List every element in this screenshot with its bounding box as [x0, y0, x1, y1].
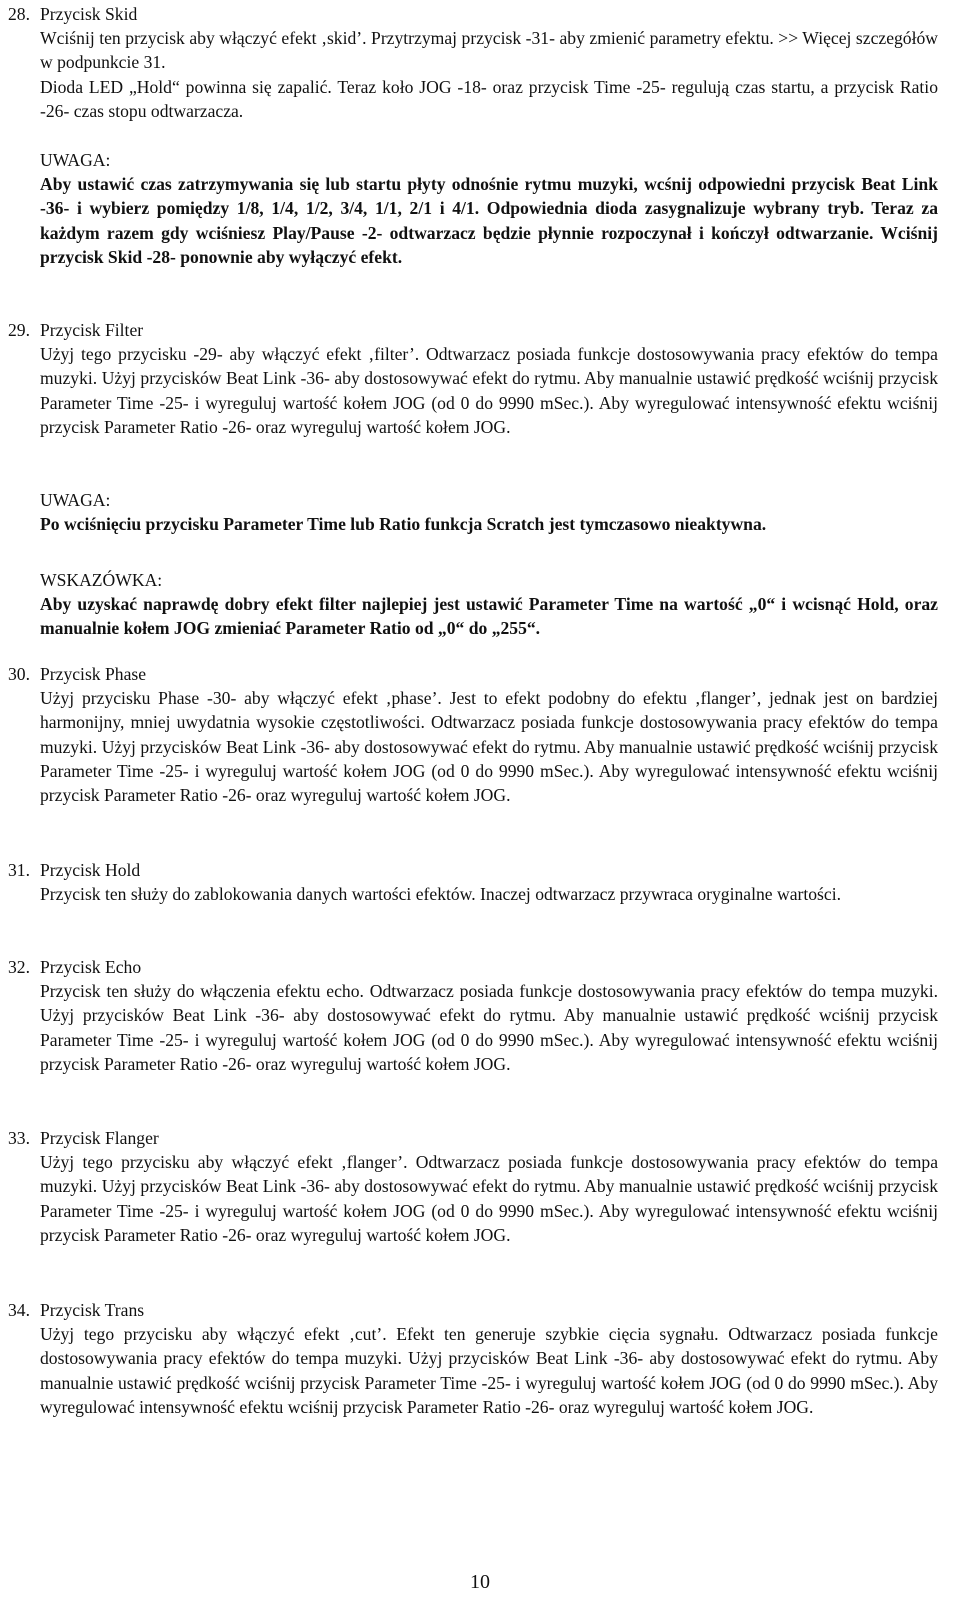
- section-paragraph: Przycisk ten służy do włączenia efektu echo. Odtwarzacz posiada funkcje dostosowywania pracy efektów do tempa muzyki. Użyj przycisków Beat Link -36- aby dostosowywać efekt do rytmu. Aby manualnie ustawić prędkość wciśnij przycisk Parameter Time -25- i wyreguluj wartość kołem JOG (od 0 do 9990 mSec.). Aby wyregulować intensywność efektu wciśnij przycisk Parameter Ratio -26- oraz wyreguluj wartość kołem JOG.: [40, 981, 938, 1074]
- section-number: 32.: [8, 957, 30, 977]
- section-34: [8, 1298, 938, 1419]
- section-number: 31.: [8, 860, 30, 880]
- section-title: Przycisk Filter: [40, 320, 144, 340]
- section-title: Przycisk Trans: [40, 1300, 145, 1320]
- section-number: 28.: [8, 4, 30, 24]
- note-uwaga-2: [40, 488, 938, 536]
- section-title: Przycisk Echo: [40, 957, 142, 977]
- note-label: UWAGA:: [40, 490, 111, 510]
- section-paragraph: Użyj przycisku Phase -30- aby włączyć efekt ‚phase’. Jest to efekt podobny do efektu ‚flanger’, jednak jest on bardziej harmonijny, mniej uwydatnia wysokie częstotliwości. Odtwarzacz posiada funkcje dostosowywania pracy efektów do tempa muzyki. Użyj przycisków Beat Link -36- aby dostosowywać efekt do rytmu. Aby manualnie ustawić prędkość wciśnij przycisk Parameter Time -25- i wyreguluj wartość kołem JOG (od 0 do 9990 mSec.). Aby wyregulować intensywność efektu wciśnij przycisk Parameter Ratio -26- oraz wyreguluj wartość kołem JOG.: [40, 688, 938, 806]
- section-title: Przycisk Skid: [40, 4, 138, 24]
- note-label: UWAGA:: [40, 150, 111, 170]
- section-title: Przycisk Hold: [40, 860, 141, 880]
- section-32: [8, 955, 938, 1076]
- section-28: [8, 2, 938, 123]
- note-text: Aby uzyskać naprawdę dobry efekt filter najlepiej jest ustawić Parameter Time na wartość „0“ i wcisnąć Hold, oraz manualnie kołem JOG zmieniać Parameter Ratio od „0“ do „255“.: [40, 594, 938, 639]
- section-number: 33.: [8, 1128, 30, 1148]
- section-paragraph: Wciśnij ten przycisk aby włączyć efekt ‚skid’. Przytrzymaj przycisk -31- aby zmienić parametry efektu. >> Więcej szczegółów w podpunkcie 31.: [40, 28, 938, 73]
- page-number: 10: [470, 1571, 490, 1593]
- note-text: Aby ustawić czas zatrzymywania się lub startu płyty odnośnie rytmu muzyki, wcśnij odpowiedni przycisk Beat Link -36- i wybierz pomiędzy 1/8, 1/4, 1/2, 3/4, 1/1, 2/1 i 4/1. Odpowiednia dioda zasygnalizuje wybrany tryb. Teraz za każdym razem gdy wciśniesz Play/Pause -2- odtwarzacz będzie płynnie rozpoczynał i kończył odtwarzanie. Wciśnij przycisk Skid -28- ponownie aby wyłączyć efekt.: [40, 174, 938, 267]
- section-paragraph: Dioda LED „Hold“ powinna się zapalić. Teraz koło JOG -18- oraz przycisk Time -25- regulują czas startu, a przycisk Ratio -26- czas stopu odtwarzacza.: [40, 76, 938, 121]
- section-paragraph: Użyj tego przycisku -29- aby włączyć efekt ‚filter’. Odtwarzacz posiada funkcje dostosowywania pracy efektów do tempa muzyki. Użyj przycisków Beat Link -36- aby dostosowywać efekt do rytmu. Aby manualnie ustawić prędkość wciśnij przycisk Parameter Time -25- i wyreguluj wartość kołem JOG (od 0 do 9990 mSec.). Aby wyregulować intensywność efektu wciśnij przycisk Parameter Ratio -26- oraz wyreguluj wartość kołem JOG.: [40, 344, 938, 437]
- section-number: 29.: [8, 320, 30, 340]
- note-text: Po wciśnięciu przycisku Parameter Time lub Ratio funkcja Scratch jest tymczasowo nieaktywna.: [40, 514, 767, 535]
- section-paragraph: Przycisk ten służy do zablokowania danych wartości efektów. Inaczej odtwarzacz przywraca oryginalne wartości.: [40, 884, 841, 905]
- section-31: [8, 858, 938, 906]
- section-paragraph: Użyj tego przycisku aby włączyć efekt ‚flanger’. Odtwarzacz posiada funkcje dostosowywania pracy efektów do tempa muzyki. Użyj przycisków Beat Link -36- aby dostosowywać efekt do rytmu. Aby manualnie ustawić prędkość wciśnij przycisk Parameter Time -25- i wyreguluj wartość kołem JOG (od 0 do 9990 mSec.). Aby wyregulować intensywność efektu wciśnij przycisk Parameter Ratio -26- oraz wyreguluj wartość kołem JOG.: [40, 1152, 938, 1245]
- section-29: [8, 318, 938, 439]
- note-label: WSKAZÓWKA:: [40, 570, 163, 590]
- section-title: Przycisk Phase: [40, 664, 147, 684]
- section-number: 30.: [8, 664, 30, 684]
- section-33: [8, 1126, 938, 1247]
- section-paragraph: Użyj tego przycisku aby włączyć efekt ‚cut’. Efekt ten generuje szybkie cięcia sygnału. Odtwarzacz posiada funkcje dostosowywania pracy efektów do tempa muzyki. Użyj przycisków Beat Link -36- aby dostosowywać efekt do rytmu. Aby manualnie ustawić prędkość wciśnij przycisk Parameter Time -25- i wyreguluj wartość kołem JOG (od 0 do 9990 mSec.). Aby wyregulować intensywność efektu wciśnij przycisk Parameter Ratio -26- oraz wyreguluj wartość kołem JOG.: [40, 1324, 938, 1417]
- section-number: 34.: [8, 1300, 30, 1320]
- section-30: [8, 662, 938, 807]
- note-wskazowka: [40, 568, 938, 641]
- note-uwaga-1: [40, 148, 938, 269]
- section-title: Przycisk Flanger: [40, 1128, 159, 1148]
